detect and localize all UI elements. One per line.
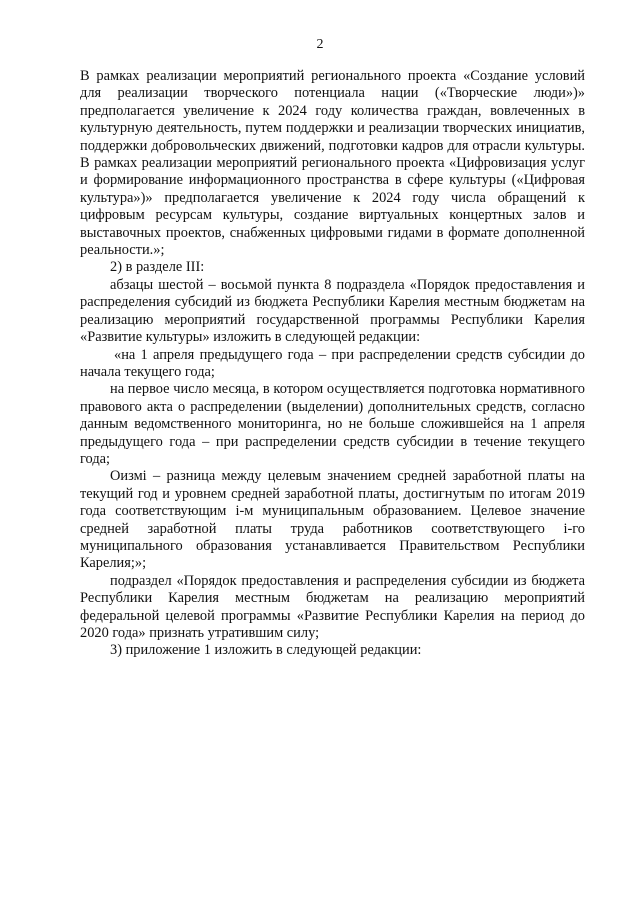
paragraph-regional-projects: В рамках реализации мероприятий регионального проекта «Создание условий для реализации творческого потенциала нации («Творческие люди»)» предполагается увеличение к 2024 году количества граждан, вовлеченных в культурную деятельность, путем поддержки и реализации творческих инициатив, поддержки добровольческих движений, подготовки кадров для отрасли культуры. В рамках реализации мероприятий регионального проекта «Цифровизация услуг и формирование информационного пространства в сфере культуры («Цифровая культура»)» предполагается увеличение к 2024 году числа обращений к цифровым ресурсам культуры, создание виртуальных концертных залов и выставочных проектов, снабженных цифровыми гидами в формате дополненной реальности.»; [80,68,585,259]
paragraph-subsection-repealed: подраздел «Порядок предоставления и распределения субсидии из бюджета Республики Карелия местным бюджетам на реализацию мероприятий федеральной целевой программы «Развитие Республики Карелия на период до 2020 года» признать утратившим силу; [80,572,585,641]
paragraph-salary-difference: Оизмi – разница между целевым значением средней заработной платы на текущий год и уровнем средней заработной платы, достигнутым по итогам 2019 года соответствующим i-м муниципальным образованием. Целевое значение средней заработной платы труда работников соответствующего i-го муниципального образования устанавливается Правительством Республики Карелия;»; [80,468,585,572]
paragraph-amend-clause-8: абзацы шестой – восьмой пункта 8 подраздела «Порядок предоставления и распределения субсидий из бюджета Республики Карелия местным бюджетам на реализацию мероприятий государственной программы Республики Карелия «Развитие культуры» изложить в следующей редакции: [80,276,585,346]
paragraph-appendix-one: 3) приложение 1 изложить в следующей редакции: [110,642,422,659]
page-number: 2 [316,37,324,52]
paragraph-april-first: «на 1 апреля предыдущего года – при распределении средств субсидии до начала текущего года; [80,346,585,380]
paragraph-first-day-of-month: на первое число месяца, в котором осуществляется подготовка нормативного правового акта о распределении (выделении) дополнительных средств, согласно данным ведомственного мониторинга, но не больше сложившейся на 1 апреля предыдущего года – при распределении средств субсидии в течение текущего года; [80,381,585,467]
paragraph-section-three: 2) в разделе III: [110,259,205,276]
document-body [80,68,585,660]
